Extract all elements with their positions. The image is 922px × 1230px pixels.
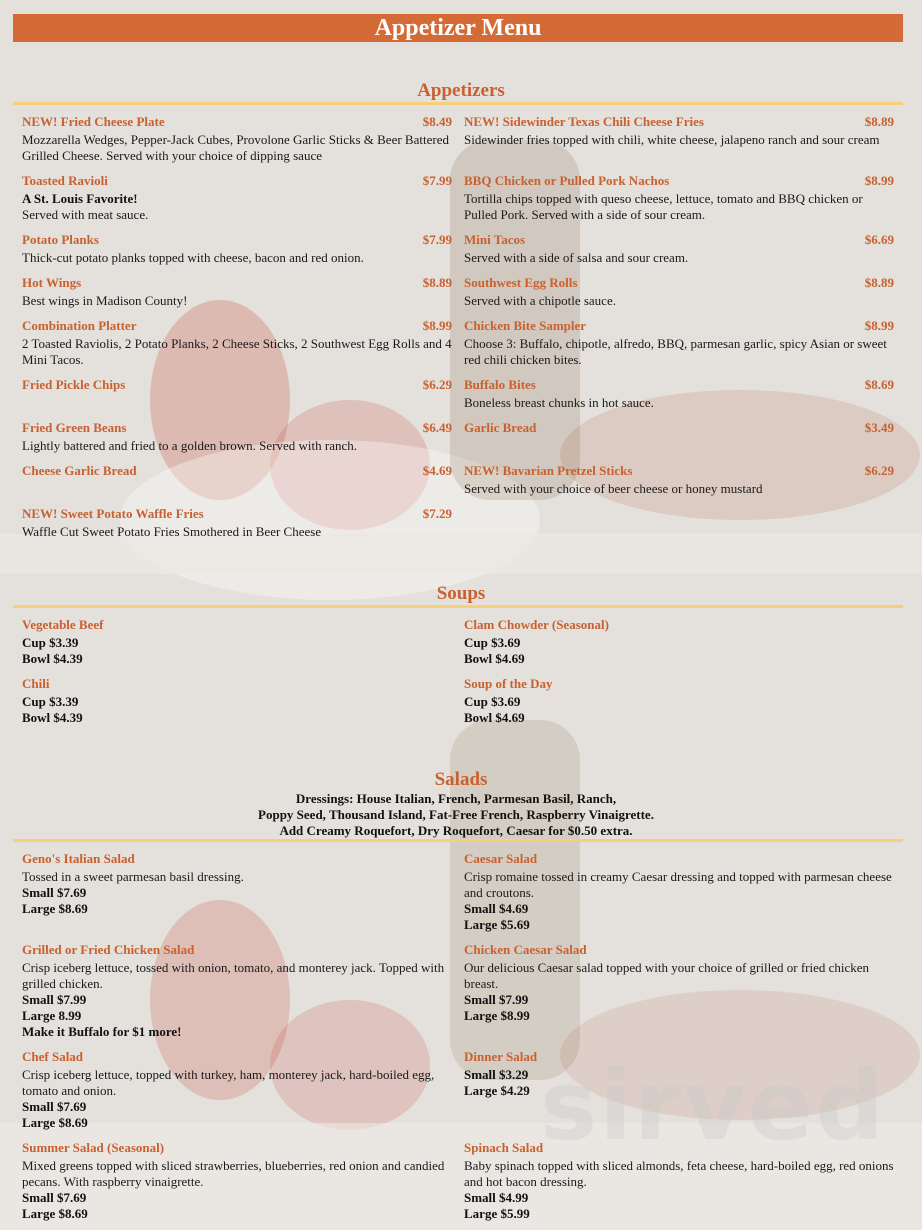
item-header [22,463,452,479]
item-description: Cup $3.69 [464,694,521,709]
item-name: Chili [22,676,50,691]
item-description: Small $4.99 [464,1190,529,1205]
item-name: Grilled or Fried Chicken Salad [22,942,195,957]
item-name: Chef Salad [22,1049,84,1064]
item-price: $8.69 [864,377,894,392]
item-header [22,942,452,958]
item-name: Dinner Salad [464,1049,538,1064]
item-name: Hot Wings [22,275,82,290]
item-header [22,617,452,633]
item-header [22,318,452,334]
item-header [464,676,894,692]
watermark: sirved [540,1050,886,1162]
item-header [464,1140,894,1156]
item-price: $6.29 [422,377,452,392]
item-name: Toasted Ravioli [22,173,108,188]
item-description: Cup $3.69 [464,635,521,650]
item-price: $6.69 [864,232,894,247]
item-description: Bowl $4.69 [464,710,525,725]
menu-item [22,1140,452,1222]
item-price: $8.99 [864,318,894,333]
item-header [464,232,894,248]
item-description: Bowl $4.69 [464,651,525,666]
item-description: Bowl $4.39 [22,651,83,666]
item-name: Soup of the Day [464,676,553,691]
item-name: Spinach Salad [464,1140,544,1155]
section-divider [13,605,903,608]
item-header [22,114,452,130]
menu-item [22,851,452,917]
item-description: Small $7.69 [22,1099,87,1114]
item-header [464,420,894,436]
item-description: A St. Louis Favorite! [22,191,138,206]
item-description: Large 8.99 [22,1008,82,1023]
item-description: Tossed in a sweet parmesan basil dressing. [22,869,244,884]
item-name: NEW! Sidewinder Texas Chili Cheese Fries [464,114,704,129]
item-description: Choose 3: Buffalo, chipotle, alfredo, BBQ, parmesan garlic, spicy Asian or sweet red chili chicken bites. [464,336,887,367]
item-description: Baby spinach topped with sliced almonds, feta cheese, hard-boiled egg, red onions and hot bacon dressing. [464,1158,894,1189]
item-price: $8.99 [422,318,452,333]
menu-item [22,420,452,454]
item-description: Thick-cut potato planks topped with cheese, bacon and red onion. [22,250,364,265]
menu-item [464,851,894,933]
item-price: $3.49 [864,420,894,435]
item-description: Bowl $4.39 [22,710,83,725]
item-description: 2 Toasted Raviolis, 2 Potato Planks, 2 Cheese Sticks, 2 Southwest Egg Rolls and 4 Mini Tacos. [22,336,452,367]
item-header [22,1049,452,1065]
item-price: $8.89 [864,114,894,129]
item-price: $8.49 [422,114,452,129]
item-description: Mixed greens topped with sliced strawberries, blueberries, red onion and candied pecans. With raspberry vinaigrette. [22,1158,445,1189]
menu-item [22,1049,452,1131]
item-price: $8.89 [864,275,894,290]
item-header [22,232,452,248]
menu-item [464,377,894,411]
menu-item [22,318,452,368]
item-name: Garlic Bread [464,420,537,435]
item-header [464,463,894,479]
item-price: $8.89 [422,275,452,290]
menu-item [464,232,894,266]
item-price: $4.69 [422,463,452,478]
item-description: Sidewinder fries topped with chili, white cheese, jalapeno ranch and sour cream [464,132,880,147]
item-description: Served with meat sauce. [22,207,149,222]
item-header [464,942,894,958]
item-description: Large $8.69 [22,1206,88,1221]
menu-item [22,377,452,395]
menu-item [464,318,894,368]
soups-heading: Soups [436,583,486,604]
item-header [22,420,452,436]
item-name: Chicken Bite Sampler [464,318,587,333]
menu-item [464,617,894,667]
page-title: Appetizer Menu [13,14,903,42]
item-name: Southwest Egg Rolls [464,275,578,290]
menu-item [464,1049,894,1099]
item-name: Vegetable Beef [22,617,104,632]
item-description: Served with a chipotle sauce. [464,293,616,308]
menu-item [22,114,452,164]
appetizers-heading: Appetizers [417,80,505,101]
item-price: $7.99 [422,173,452,188]
menu-item [22,676,452,726]
item-description: Best wings in Madison County! [22,293,188,308]
item-description: Tortilla chips topped with queso cheese, lettuce, tomato and BBQ chicken or Pulled Pork. Served with a side of sour cream. [464,191,863,222]
item-price: $8.99 [864,173,894,188]
item-header [22,1140,452,1156]
item-description: Our delicious Caesar salad topped with your choice of grilled or fried chicken breast. [464,960,870,991]
menu-item [464,114,894,148]
menu-item [464,1140,894,1222]
menu-item [22,173,452,223]
item-description: Make it Buffalo for $1 more! [22,1024,182,1039]
item-description: Large $5.99 [464,1206,530,1221]
item-description: Small $7.69 [22,885,87,900]
item-description: Cup $3.39 [22,694,79,709]
menu-item [464,463,894,497]
item-description: Large $4.29 [464,1083,530,1098]
item-name: Fried Green Beans [22,420,127,435]
item-header [464,617,894,633]
item-description: Small $7.99 [22,992,87,1007]
item-name: NEW! Bavarian Pretzel Sticks [464,463,633,478]
item-name: Cheese Garlic Bread [22,463,137,478]
item-name: Caesar Salad [464,851,538,866]
menu-item [464,676,894,726]
item-price: $7.99 [422,232,452,247]
item-description: Crisp romaine tossed in creamy Caesar dressing and topped with parmesan cheese and croutons. [464,869,892,900]
item-description: Large $5.69 [464,917,530,932]
item-header [22,173,452,189]
item-description: Small $3.29 [464,1067,529,1082]
item-name: Clam Chowder (Seasonal) [464,617,609,632]
section-divider [13,102,903,105]
menu-item [22,275,452,309]
menu-item [22,506,452,540]
salads-heading: Salads [434,769,488,790]
item-name: Buffalo Bites [464,377,536,392]
item-name: NEW! Sweet Potato Waffle Fries [22,506,204,521]
item-header [22,275,452,291]
item-description: Cup $3.39 [22,635,79,650]
dressings-line: Poppy Seed, Thousand Island, Fat-Free French, Raspberry Vinaigrette. [258,807,654,822]
item-header [464,114,894,130]
item-price: $6.29 [864,463,894,478]
item-name: BBQ Chicken or Pulled Pork Nachos [464,173,670,188]
item-name: Chicken Caesar Salad [464,942,587,957]
item-description: Crisp iceberg lettuce, tossed with onion, tomato, and monterey jack. Topped with grilled chicken. [22,960,445,991]
item-header [464,851,894,867]
item-name: Geno's Italian Salad [22,851,135,866]
item-price: $7.29 [422,506,452,521]
item-header [22,506,452,522]
item-name: NEW! Fried Cheese Plate [22,114,165,129]
item-header [22,676,452,692]
section-divider [13,839,903,842]
item-description: Small $7.69 [22,1190,87,1205]
menu-item [464,173,894,223]
item-header [464,318,894,334]
item-description: Small $4.69 [464,901,529,916]
item-header [464,377,894,393]
item-description: Served with your choice of beer cheese or honey mustard [464,481,763,496]
item-header [22,851,452,867]
item-description: Large $8.69 [22,1115,88,1130]
dressings-line: Add Creamy Roquefort, Dry Roquefort, Caesar for $0.50 extra. [279,823,633,838]
item-description: Large $8.69 [22,901,88,916]
item-name: Combination Platter [22,318,137,333]
item-description: Waffle Cut Sweet Potato Fries Smothered in Beer Cheese [22,524,322,539]
menu-item [464,942,894,1024]
item-header [22,377,452,393]
item-description: Large $8.99 [464,1008,530,1023]
menu-item [22,463,452,481]
item-name: Summer Salad (Seasonal) [22,1140,165,1155]
menu-item [22,232,452,266]
menu-item [464,420,894,438]
item-description: Small $7.99 [464,992,529,1007]
item-name: Fried Pickle Chips [22,377,126,392]
item-description: Crisp iceberg lettuce, topped with turkey, ham, monterey jack, hard-boiled egg, tomato and onion. [22,1067,435,1098]
item-header [464,275,894,291]
item-header [464,173,894,189]
item-header [464,1049,894,1065]
item-price: $6.49 [422,420,452,435]
dressings-line: Dressings: House Italian, French, Parmesan Basil, Ranch, [295,791,617,806]
menu-item [464,275,894,309]
item-name: Mini Tacos [464,232,526,247]
item-description: Mozzarella Wedges, Pepper-Jack Cubes, Provolone Garlic Sticks & Beer Battered Grilled Cheese. Served with your choice of dipping sauce [22,132,449,163]
item-description: Boneless breast chunks in hot sauce. [464,395,654,410]
item-name: Potato Planks [22,232,99,247]
menu-item [22,617,452,667]
item-description: Lightly battered and fried to a golden brown. Served with ranch. [22,438,358,453]
menu-item [22,942,452,1040]
item-description: Served with a side of salsa and sour cream. [464,250,689,265]
